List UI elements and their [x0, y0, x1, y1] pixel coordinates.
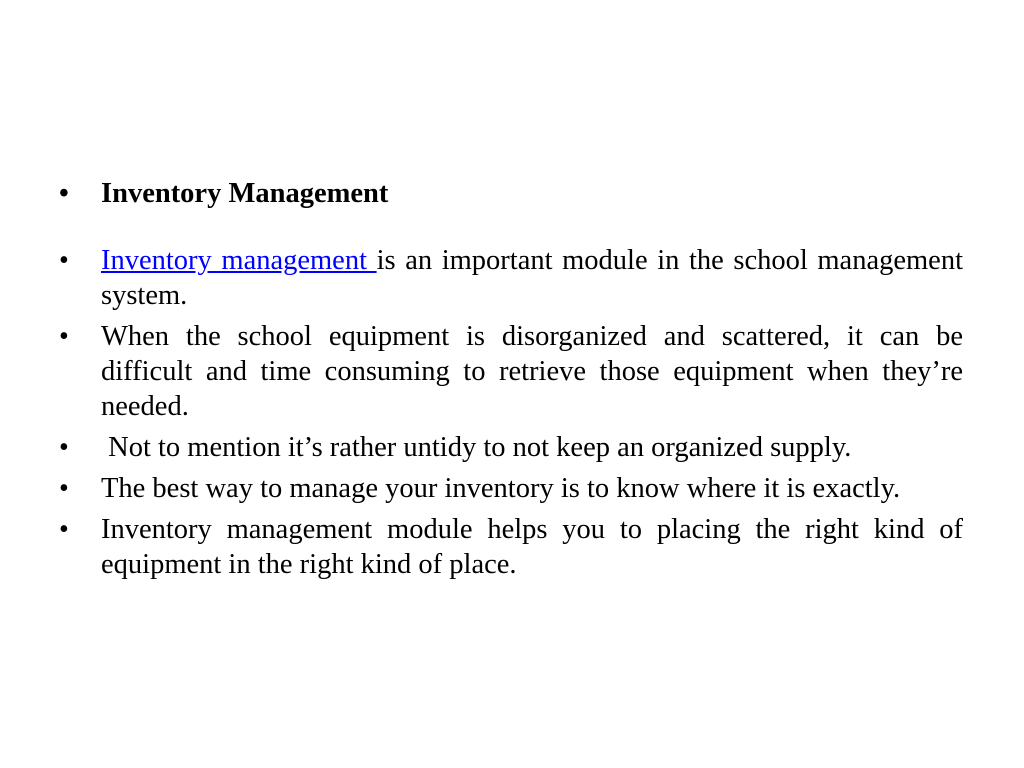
bullet-intro [57, 243, 963, 313]
bullet-text: When the school equipment is disorganized and scattered, it can be difficult and time consuming to retrieve those equipment when they’re needed. [101, 321, 963, 422]
bullet-point [57, 430, 963, 465]
bullet-dot-icon: • [59, 473, 69, 504]
bullet-dot-icon: • [59, 245, 69, 276]
heading-text: Inventory Management [101, 178, 389, 209]
bullet-point [57, 319, 963, 424]
bullet-list [57, 176, 963, 588]
inventory-management-link[interactable]: Inventory management [101, 245, 377, 276]
bullet-dot-icon: • [59, 514, 69, 545]
bullet-text: Inventory management module helps you to placing the right kind of equipment in the right kind of place. [101, 514, 963, 580]
bullet-heading [57, 176, 963, 211]
intro-text: is an important module in the school management system. [101, 245, 963, 311]
bullet-dot-icon: • [59, 321, 69, 352]
bullet-text: The best way to manage your inventory is to know where it is exactly. [101, 473, 901, 504]
bullet-dot-icon: • [59, 432, 69, 463]
bullet-point [57, 471, 963, 506]
bullet-dot-icon: • [59, 178, 69, 209]
bullet-point [57, 512, 963, 582]
bullet-text: Not to mention it’s rather untidy to not keep an organized supply. [101, 432, 852, 463]
